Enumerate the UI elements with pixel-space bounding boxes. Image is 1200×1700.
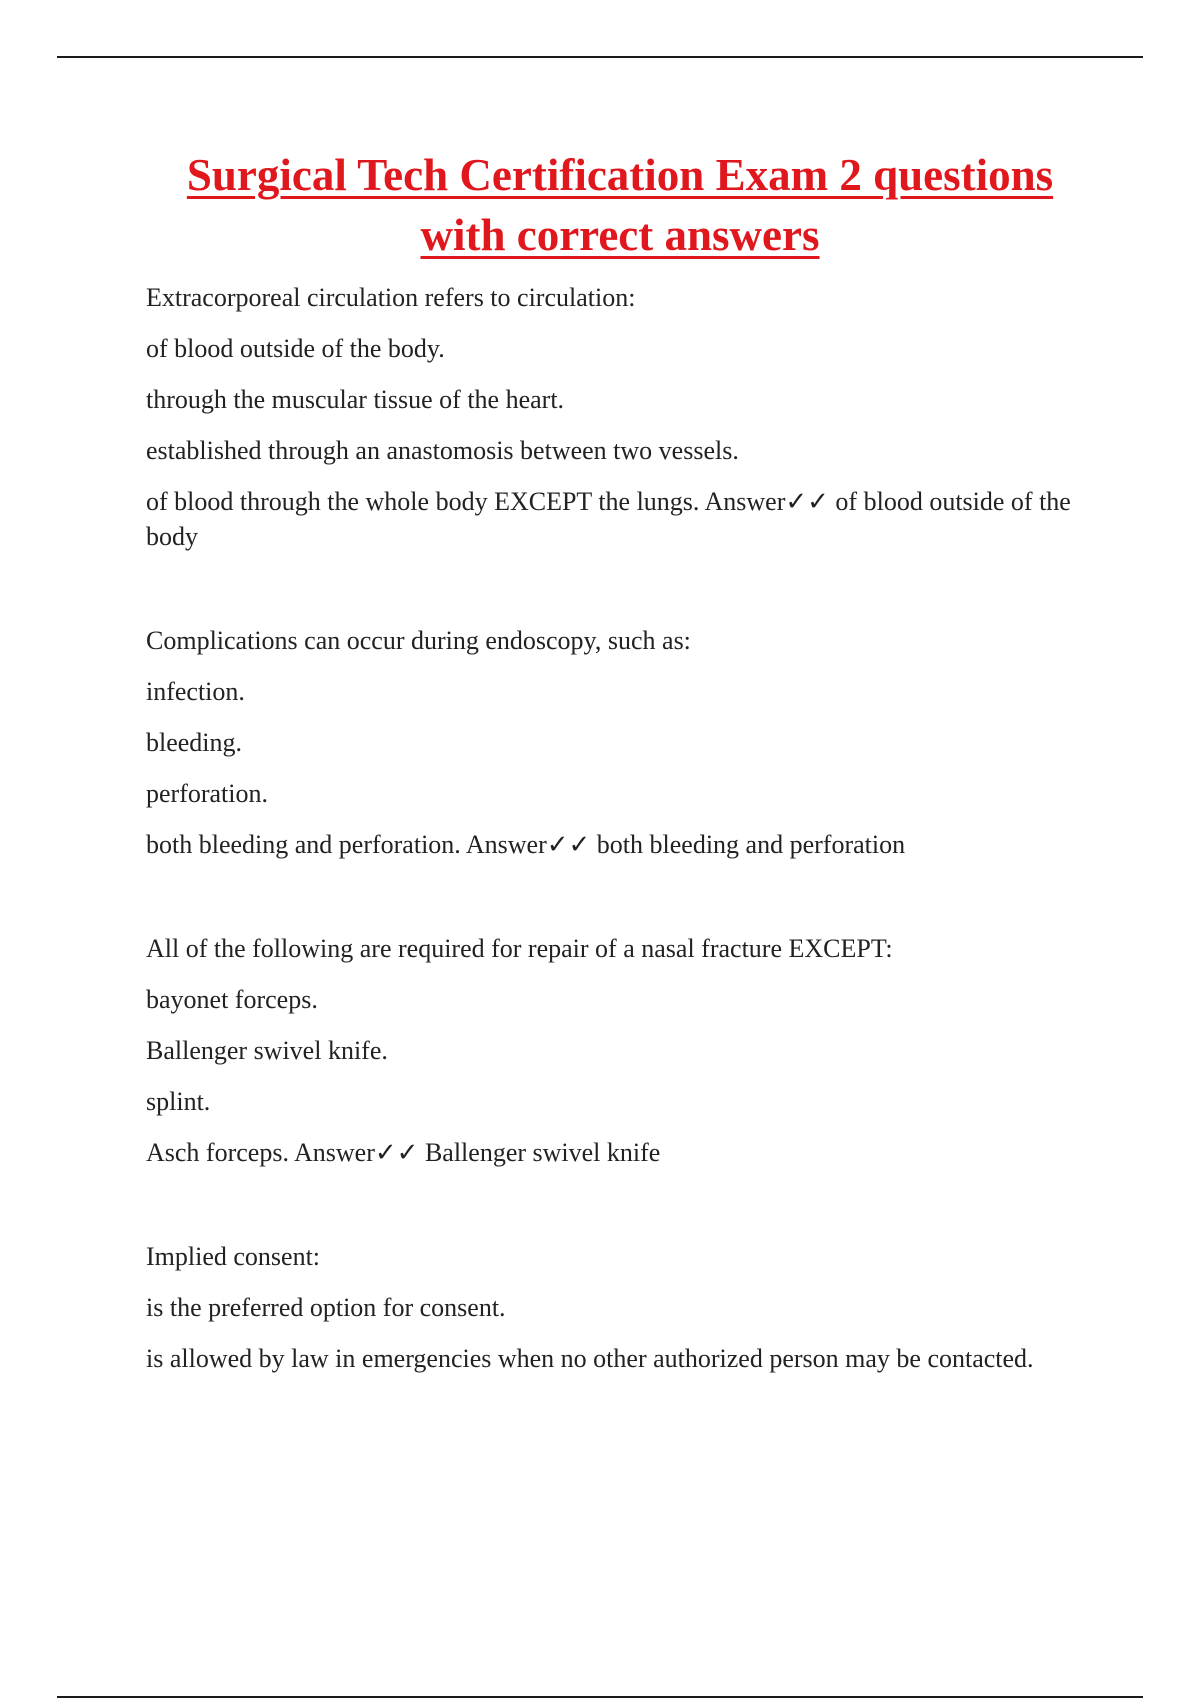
answer-option: bayonet forceps. [146,985,318,1014]
question-block-2 [146,623,1096,862]
question-text: All of the following are required for repair of a nasal fracture EXCEPT: [146,934,893,963]
question-text: Complications can occur during endoscopy, such as: [146,626,691,655]
question-block-3 [146,931,1096,1170]
document-title [130,145,1110,265]
answer-option-with-answer: of blood through the whole body EXCEPT the lungs. Answer✓✓ of blood outside of the body [146,487,1071,551]
question-text: Implied consent: [146,1242,321,1271]
answer-option: Ballenger swivel knife. [146,1036,388,1065]
answer-option: splint. [146,1087,211,1116]
answer-option: bleeding. [146,728,243,757]
question-text: Extracorporeal circulation refers to circulation: [146,283,636,312]
answer-option: is the preferred option for consent. [146,1293,506,1322]
top-rule [57,56,1143,58]
title-line-1: Surgical Tech Certification Exam 2 questions [186,150,1054,200]
answer-option: perforation. [146,779,269,808]
answer-option: established through an anastomosis between two vessels. [146,436,739,465]
answer-option-with-answer: both bleeding and perforation. Answer✓✓ both bleeding and perforation [146,830,906,859]
question-block-1 [146,280,1096,554]
document-body [146,280,1096,1445]
title-line-2: with correct answers [420,210,820,260]
answer-option: of blood outside of the body. [146,334,445,363]
answer-option: through the muscular tissue of the heart. [146,385,565,414]
bottom-rule [57,1696,1143,1698]
answer-option: is allowed by law in emergencies when no other authorized person may be contacted. [146,1344,1034,1373]
answer-option-with-answer: Asch forceps. Answer✓✓ Ballenger swivel knife [146,1138,661,1167]
question-block-4 [146,1239,1096,1376]
answer-option: infection. [146,677,245,706]
